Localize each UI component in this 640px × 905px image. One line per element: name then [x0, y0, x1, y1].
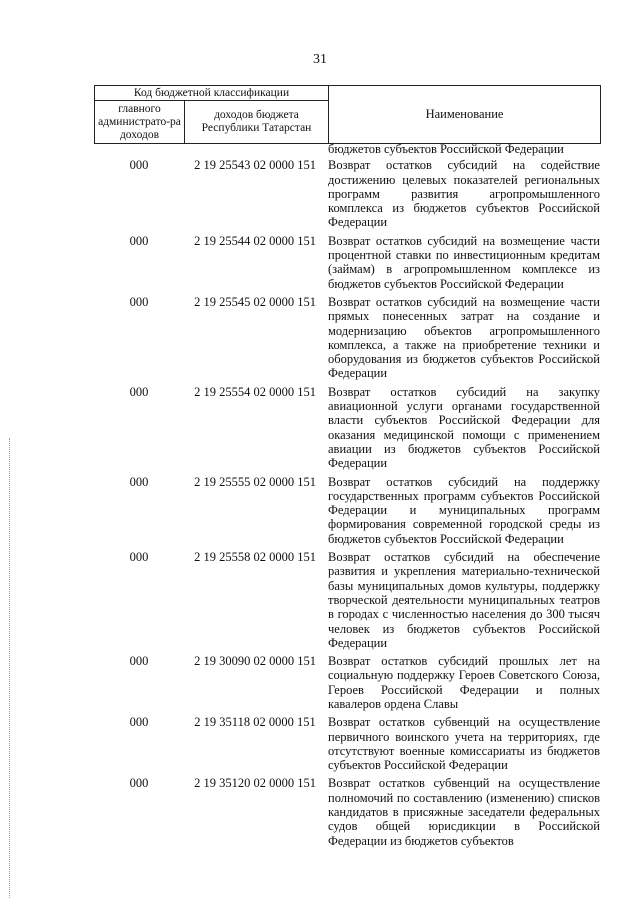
row-name: Возврат остатков субсидий на содействие достижению целевых показателей региональных программ развития агропромышленного комплекса из бюджетов субъектов Российской Федерации [328, 158, 600, 230]
row-admin-code: 000 [129, 474, 149, 489]
header-admin-column: главного администрато-ра доходов [95, 101, 185, 144]
row-income-code: 2 19 25543 02 0000 151 [194, 158, 316, 173]
row-admin-code: 000 [129, 233, 149, 248]
row-income-code: 2 19 35120 02 0000 151 [194, 776, 316, 791]
table-row [94, 550, 600, 650]
table-row [94, 234, 600, 291]
row-admin-code: 000 [129, 294, 149, 309]
row-income-code: 2 19 25555 02 0000 151 [194, 474, 316, 489]
row-income-code: 2 19 35118 02 0000 151 [194, 715, 316, 730]
table-row-continuation [94, 142, 600, 156]
table-row [94, 654, 600, 711]
row-income-code: 2 19 25544 02 0000 151 [194, 233, 316, 248]
row-admin-code: 000 [129, 776, 149, 791]
row-income-code: 2 19 25554 02 0000 151 [194, 384, 316, 399]
row-name: Возврат остатков субсидий прошлых лет на социальную поддержку Героев Советского Союза, Героев Российской Федерации и полных кавалеров ордена Славы [328, 654, 600, 711]
row-income-code: 2 19 25545 02 0000 151 [194, 294, 316, 309]
row-admin-code: 000 [129, 654, 149, 669]
row-name: Возврат остатков субсидий на возмещение части прямых понесенных затрат на создание и модернизацию объектов агропромышленного комплекса, а также на приобретение техники и оборудования из бюджетов субъектов Российской Федерации [328, 294, 600, 381]
table-row [94, 385, 600, 471]
table-row [94, 776, 600, 847]
header-group-label: Код бюджетной классификации [95, 86, 329, 101]
row-name: Возврат остатков субсидий на поддержку государственных программ субъектов Российской Федерации и муниципальных программ формирования современной городской среды из бюджетов субъектов Российской Федерации [328, 474, 600, 546]
header-income-column: доходов бюджета Республики Татарстан [185, 101, 329, 144]
row-admin-code: 000 [129, 715, 149, 730]
row-name: Возврат остатков субвенций на осуществление полномочий по составлению (изменению) списков кандидатов в присяжные заседатели федеральных судов общей юрисдикции в Российской Федерации из бюджетов субъектов [328, 776, 600, 848]
row-income-code: 2 19 25558 02 0000 151 [194, 550, 316, 565]
row-name: Возврат остатков субсидий на закупку авиационной услуги органами государственной власти субъектов Российской Федерации для оказания медицинской помощи с применением авиации из бюджетов субъектов Российской Федерации [328, 384, 600, 471]
row-name: Возврат остатков субсидий на возмещение части процентной ставки по инвестиционным кредитам (займам) в агропромышленном комплексе из бюджетов субъектов Российской Федерации [328, 233, 600, 291]
row-admin-code: 000 [129, 384, 149, 399]
row-name: Возврат остатков субсидий на обеспечение развития и укрепления материально-технической базы муниципальных домов культуры, поддержку творческой деятельности муниципальных театров в городах с численностью населения до 300 тысяч человек из бюджетов субъектов Российской Федерации [328, 550, 600, 650]
table-row [94, 158, 600, 229]
table-row [94, 475, 600, 546]
table-body [94, 142, 600, 852]
page-number: 31 [313, 52, 327, 67]
table-row [94, 295, 600, 381]
row-name-continuation: бюджетов субъектов Российской Федерации [328, 142, 564, 156]
margin-dotted-line [9, 438, 10, 898]
row-income-code: 2 19 30090 02 0000 151 [194, 654, 316, 669]
row-admin-code: 000 [129, 550, 149, 565]
table-header [94, 85, 601, 144]
row-name: Возврат остатков субвенций на осуществление первичного воинского учета на территориях, где отсутствуют военные комиссариаты из бюджетов субъектов Российской Федерации [328, 715, 600, 773]
table-row [94, 715, 600, 772]
header-name-column: Наименование [329, 86, 601, 144]
row-admin-code: 000 [129, 158, 149, 173]
